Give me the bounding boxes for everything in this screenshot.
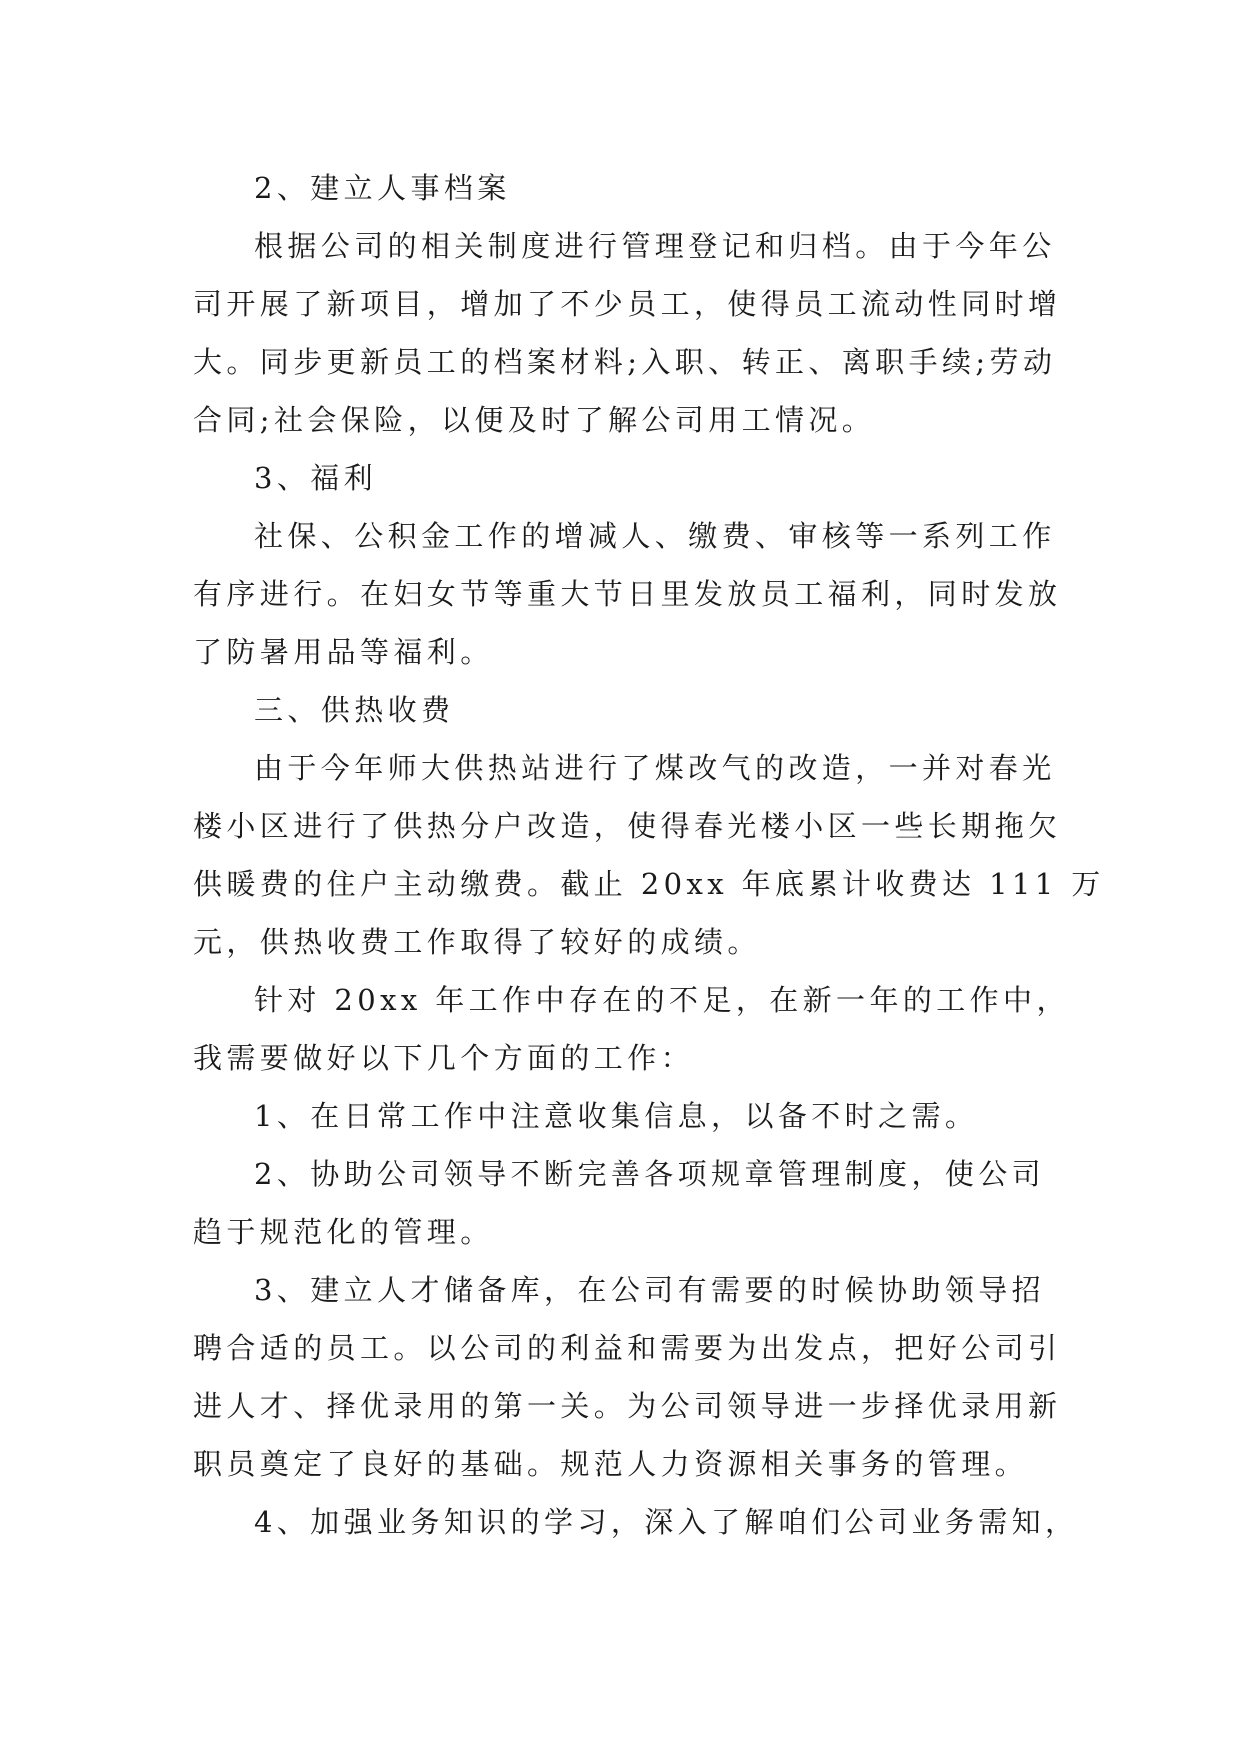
paragraph-line: 社保、公积金工作的增减人、缴费、审核等一系列工作 [254, 519, 1056, 553]
paragraph-line: 大。同步更新员工的档案材料;入职、转正、离职手续;劳动 [193, 345, 1057, 379]
paragraph-line: 职员奠定了良好的基础。规范人力资源相关事务的管理。 [193, 1447, 1029, 1481]
paragraph-line: 司开展了新项目，增加了不少员工，使得员工流动性同时增 [193, 287, 1062, 321]
paragraph-line: 供暖费的住户主动缴费。截止 20xx 年底累计收费达 111 万 [193, 867, 1105, 901]
paragraph-line: 进人才、择优录用的第一关。为公司领导进一步择优录用新 [193, 1389, 1062, 1423]
paragraph-line: 由于今年师大供热站进行了煤改气的改造，一并对春光 [254, 751, 1056, 785]
list-item: 2、协助公司领导不断完善各项规章管理制度，使公司 [254, 1157, 1046, 1191]
list-item: 3、建立人才储备库，在公司有需要的时候协助领导招 [254, 1273, 1046, 1307]
list-item: 4、加强业务知识的学习，深入了解咱们公司业务需知， [254, 1505, 1079, 1539]
heading-heating-fees: 三、供热收费 [254, 693, 455, 727]
paragraph-line: 元，供热收费工作取得了较好的成绩。 [193, 925, 761, 959]
paragraph-line: 合同;社会保险，以便及时了解公司用工情况。 [193, 403, 876, 437]
paragraph-line: 了防暑用品等福利。 [193, 635, 494, 669]
paragraph-line: 楼小区进行了供热分户改造，使得春光楼小区一些长期拖欠 [193, 809, 1062, 843]
paragraph-line: 趋于规范化的管理。 [193, 1215, 494, 1249]
paragraph-line: 根据公司的相关制度进行管理登记和归档。由于今年公 [254, 229, 1056, 263]
list-item: 1、在日常工作中注意收集信息，以备不时之需。 [254, 1099, 979, 1133]
paragraph-line: 有序进行。在妇女节等重大节日里发放员工福利，同时发放 [193, 577, 1062, 611]
paragraph-line: 我需要做好以下几个方面的工作： [193, 1041, 695, 1075]
paragraph-line: 针对 20xx 年工作中存在的不足，在新一年的工作中， [254, 983, 1070, 1017]
heading-personnel-files: 2、建立人事档案 [254, 171, 511, 205]
paragraph-line: 聘合适的员工。以公司的利益和需要为出发点，把好公司引 [193, 1331, 1062, 1365]
heading-welfare: 3、福利 [254, 461, 378, 495]
